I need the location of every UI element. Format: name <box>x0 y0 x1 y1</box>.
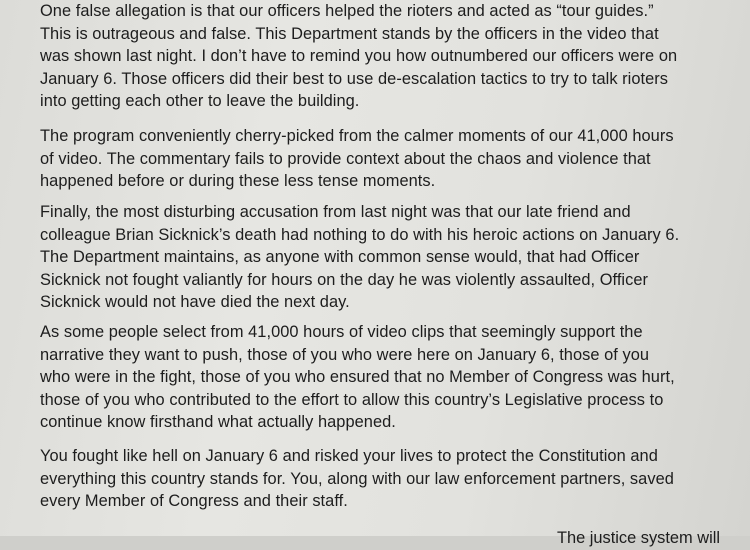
cut-off-text-line: The justice system will <box>556 529 720 547</box>
paragraph-cherry-picked-video: The program conveniently cherry-picked from the calmer moments of our 41,000 hours of video. The commentary fails to provide context about the chaos and violence that happened before or during these less tense moments. <box>40 127 674 190</box>
paragraph-sicknick-accusation: Finally, the most disturbing accusation from last night was that our late friend and colleague Brian Sicknick’s death had nothing to do with his heroic actions on January 6. The Department maintains, as anyone with common sense would, that had Officer Sicknick not fought valiantly for hours on the day he was violently assaulted, Officer Sicknick would not have died the next day. <box>40 203 680 311</box>
paragraph-fought-like-hell: You fought like hell on January 6 and risked your lives to protect the Constitution and everything this country stands for. You, along with our law enforcement partners, saved every Member of Congress and their staff. <box>40 447 674 510</box>
paragraph-tour-guides-allegation: One false allegation is that our officers helped the rioters and acted as “tour guides.” This is outrageous and false. This Department stands by the officers in the video that was shown last night. I don’t have to remind you how outnumbered our officers were on January 6. Those officers did their best to use de-escalation tactics to try to talk rioters into getting each other to leave the building. <box>40 2 678 110</box>
paragraph-firsthand-knowledge: As some people select from 41,000 hours of video clips that seemingly support the narrative they want to push, those of you who were here on January 6, those of you who were in the fight, those of you who ensured that no Member of Congress was hurt, those of you who contributed to the effort to allow this country’s Legislative process to continue know firsthand what actually happened. <box>40 323 675 431</box>
